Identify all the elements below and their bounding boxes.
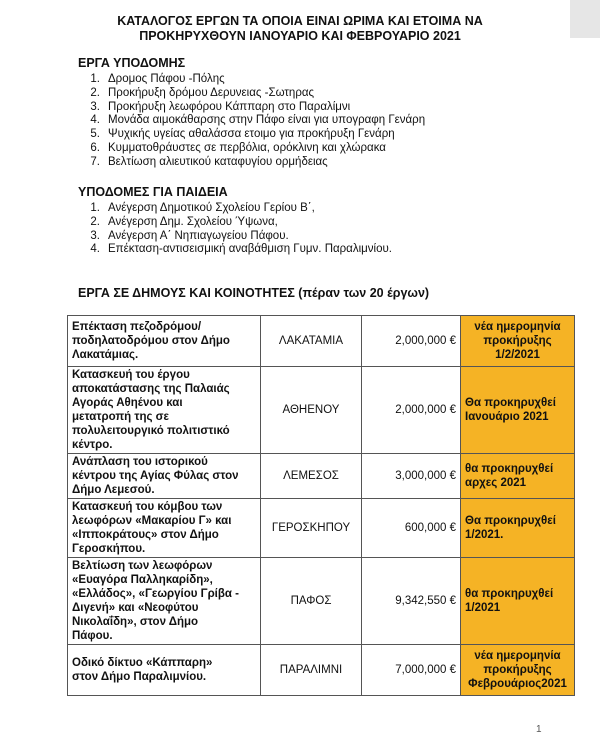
project-description xyxy=(68,499,261,558)
title-line-2: ΠΡΟΚΗΡΥΧΘΟΥΝ ΙΑΝΟΥΑΡΙΟ ΚΑΙ ΦΕΒΡΟΥΑΡΙΟ 2021 xyxy=(139,29,461,43)
status-line: αρχες 2021 xyxy=(465,477,527,489)
list-item xyxy=(78,101,425,115)
description-line: Επέκταση πεζοδρόμου/ xyxy=(72,321,202,333)
status-line: νέα ημερομηνία xyxy=(474,321,561,333)
description-line: «Ευαγόρα Παλληκαρίδη», xyxy=(72,574,213,586)
status-line: 1/2/2021 xyxy=(495,349,540,361)
title-line-1: ΚΑΤΑΛΟΓΟΣ ΕΡΓΩΝ ΤΑ ΟΠΟΙΑ ΕΙΝΑΙ ΩΡΙΜΑ ΚΑΙ ΕΤΟΙΜΑ ΝΑ xyxy=(117,14,483,28)
status-line: προκήρυξης xyxy=(483,335,552,347)
project-description xyxy=(68,558,261,645)
list-item xyxy=(78,73,425,87)
status-line: 1/2021. xyxy=(465,529,504,541)
table-row xyxy=(68,367,575,454)
project-status xyxy=(461,558,575,645)
edu-list xyxy=(78,202,392,257)
description-line: λεωφόρων «Μακαρίου Γ» και xyxy=(72,515,232,527)
edu-heading: ΥΠΟΔΟΜΕΣ ΓΙΑ ΠΑΙΔΕΙΑ xyxy=(78,185,228,199)
description-line: κέντρου της Αγίας Φύλας στον xyxy=(72,470,239,482)
project-amount: 600,000 € xyxy=(362,499,461,558)
list-item-number: 2. xyxy=(90,215,100,228)
project-location: ΑΘΗΕΝΟΥ xyxy=(261,367,362,454)
description-line: Ανάπλαση του ιστορικού xyxy=(72,456,208,468)
description-line: Κατασκευή του έργου xyxy=(72,369,190,381)
project-amount: 7,000,000 € xyxy=(362,645,461,696)
list-item-text: Ανέγερση Δημοτικού Σχολείου Γερίου Β΄, xyxy=(108,202,315,214)
project-location: ΠΑΡΑΛΙΜΝΙ xyxy=(261,645,362,696)
infra-list xyxy=(78,73,425,170)
status-line: Ιανουάριο 2021 xyxy=(465,411,549,423)
list-item xyxy=(78,156,425,170)
projects-table xyxy=(67,315,575,696)
list-item-number: 4. xyxy=(90,114,100,127)
project-amount: 2,000,000 € xyxy=(362,316,461,367)
list-item-text: Βελτίωση αλιευτικού καταφυγίου ορμήδειας xyxy=(108,155,328,168)
list-item-number: 2. xyxy=(90,86,100,99)
list-item xyxy=(78,87,425,101)
project-description xyxy=(68,316,261,367)
project-location: ΓΕΡΟΣΚΗΠΟΥ xyxy=(261,499,362,558)
list-item-text: Επέκταση-αντισεισμική αναβάθμιση Γυμν. Παραλιμνίου. xyxy=(108,243,392,256)
list-item-number: 3. xyxy=(90,229,100,242)
status-line: θα προκηρυχθεί xyxy=(465,588,554,600)
list-item xyxy=(78,230,392,244)
status-line: Θα προκηρυχθεί xyxy=(465,397,556,409)
description-line: Νικολαΐδη», στον Δήμο xyxy=(72,616,199,628)
municipal-heading: ΕΡΓΑ ΣΕ ΔΗΜΟΥΣ ΚΑΙ ΚΟΙΝΟΤΗΤΕΣ (πέραν των 20 έργων) xyxy=(78,286,430,300)
description-line: «Ελλάδος», «Γεωργίου Γρίβα - xyxy=(72,588,239,600)
table-row xyxy=(68,316,575,367)
project-description xyxy=(68,454,261,499)
list-item xyxy=(78,202,392,216)
status-line: Θα προκηρυχθεί xyxy=(465,515,556,527)
list-item-number: 5. xyxy=(90,128,100,141)
description-line: Αγοράς Αθηένου και xyxy=(72,397,183,409)
project-status xyxy=(461,454,575,499)
description-line: Λακατάμιας. xyxy=(72,349,139,361)
list-item-text: Δρομος Πάφου -Πόλης xyxy=(108,73,225,85)
project-location: ΛΕΜΕΣΟΣ xyxy=(261,454,362,499)
description-line: ποδηλατοδρόμου στον Δήμο xyxy=(72,335,230,347)
project-description xyxy=(68,367,261,454)
description-line: στον Δήμο Παραλιμνίου. xyxy=(72,671,207,683)
description-line: Γεροσκήπου. xyxy=(72,543,146,555)
list-item-text: Ανέγερση Α΄ Νηπιαγωγείου Πάφου. xyxy=(108,229,289,242)
description-line: Πάφου. xyxy=(72,630,113,642)
list-item-text: Ανέγερση Δημ. Σχολείου Ύψωνα, xyxy=(108,215,278,228)
list-item-number: 7. xyxy=(90,155,100,168)
project-status xyxy=(461,645,575,696)
list-item-text: Ψυχικής υγείας αθαλάσσα ετοιμο για προκήρυξη Γενάρη xyxy=(108,128,395,141)
list-item-text: Κυμματοθράυστες σε περβόλια, ορόκλινη και χλώρακα xyxy=(108,141,386,154)
status-line: νέα ημερομηνία xyxy=(474,650,561,662)
description-line: «Ιπποκράτους» στον Δήμο xyxy=(72,529,219,541)
list-item-number: 3. xyxy=(90,100,100,113)
project-amount: 9,342,550 € xyxy=(362,558,461,645)
project-status xyxy=(461,499,575,558)
description-line: Διγενή» και «Νεοφύτου xyxy=(72,602,199,614)
description-line: πολυλειτουργικό πολιτιστικό xyxy=(72,425,230,437)
list-item-text: Προκήρυξη δρόμου Δερυνειας -Σωτηρας xyxy=(108,86,315,99)
project-amount: 3,000,000 € xyxy=(362,454,461,499)
list-item xyxy=(78,114,425,128)
description-line: κέντρο. xyxy=(72,439,113,451)
list-item xyxy=(78,142,425,156)
project-description xyxy=(68,645,261,696)
status-line: προκήρυξης xyxy=(483,664,552,676)
description-line: Βελτίωση των λεωφόρων xyxy=(72,560,213,572)
status-line: 1/2021 xyxy=(465,602,501,614)
list-item-number: 1. xyxy=(90,73,100,85)
table-row xyxy=(68,454,575,499)
description-line: Κατασκευή του κόμβου των xyxy=(72,501,223,513)
list-item-number: 1. xyxy=(90,202,100,214)
list-item-text: Μονάδα αιμοκάθαρσης στην Πάφο είναι για υπογραφη Γενάρη xyxy=(108,114,426,127)
status-line: Φεβρουάριος2021 xyxy=(468,678,567,690)
status-line: θα προκηρυχθεί xyxy=(465,463,554,475)
list-item-text: Προκήρυξη λεωφόρου Κάππαρη στο Παραλίμνι xyxy=(108,100,351,113)
table-row xyxy=(68,499,575,558)
description-line: Δήμο Λεμεσού. xyxy=(72,484,155,496)
project-status xyxy=(461,367,575,454)
project-amount: 2,000,000 € xyxy=(362,367,461,454)
project-status xyxy=(461,316,575,367)
page-number: 1 xyxy=(536,724,542,735)
list-item-number: 6. xyxy=(90,141,100,154)
description-line: Οδικό δίκτυο «Κάππαρη» xyxy=(72,657,213,669)
table-row xyxy=(68,645,575,696)
list-item xyxy=(78,216,392,230)
infra-heading: ΕΡΓΑ ΥΠΟΔΟΜΗΣ xyxy=(78,56,186,70)
list-item-number: 4. xyxy=(90,243,100,256)
description-line: μετατροπή της σε xyxy=(72,411,170,423)
document-title xyxy=(0,14,600,44)
table-row xyxy=(68,558,575,645)
project-location: ΠΑΦΟΣ xyxy=(261,558,362,645)
list-item xyxy=(78,128,425,142)
description-line: αποκατάστασης της Παλαιάς xyxy=(72,383,230,395)
project-location: ΛΑΚΑΤΑΜΙΑ xyxy=(261,316,362,367)
list-item xyxy=(78,243,392,257)
